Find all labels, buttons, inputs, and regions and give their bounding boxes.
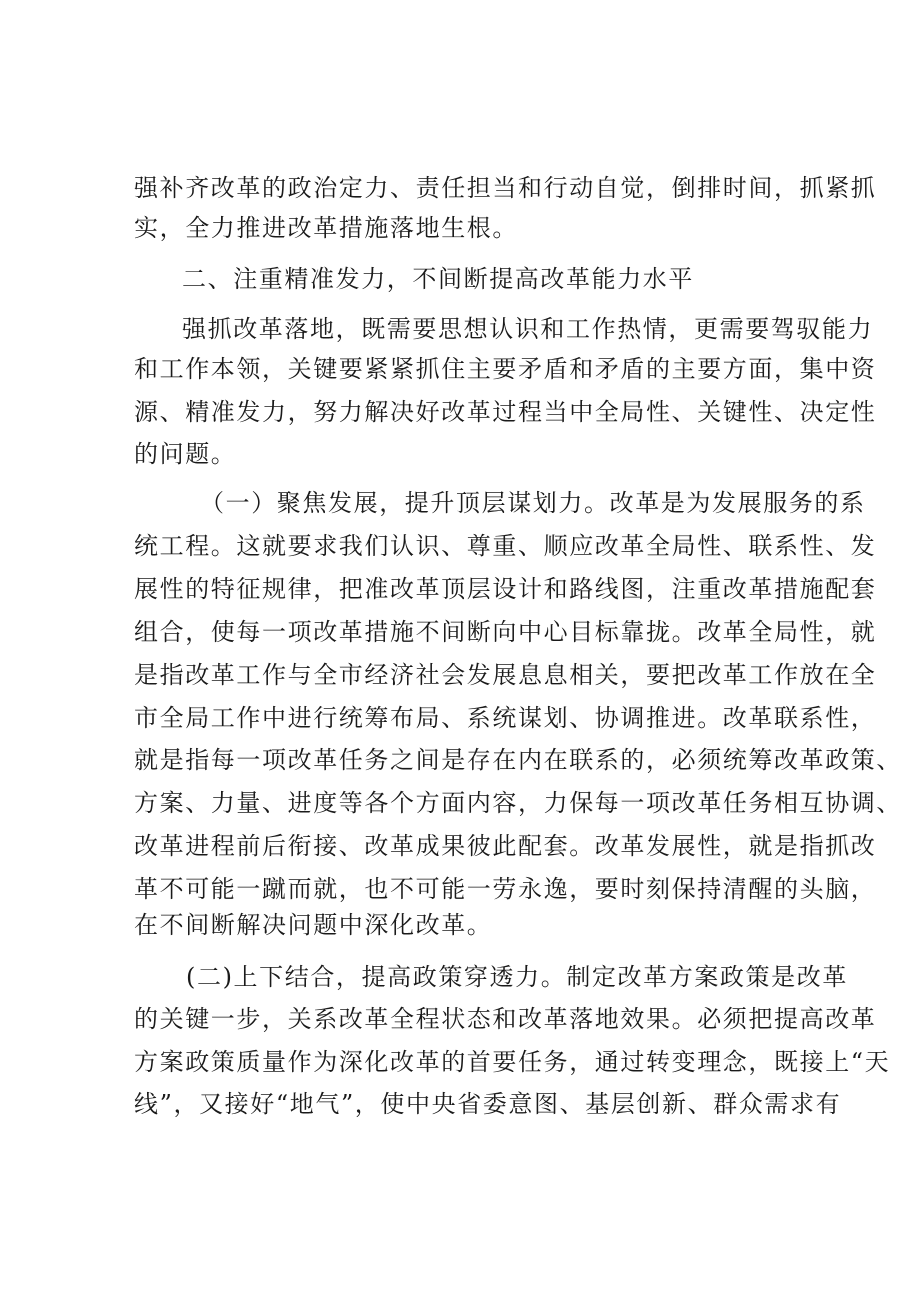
body-text-line: 在不间断解决问题中深化改革。 — [134, 911, 493, 939]
subsection-heading: （一）聚焦发展，提升顶层谋划力。改革是为发展服务的系 — [200, 489, 866, 517]
body-text-line: 和工作本领，关键要紧紧抓住主要矛盾和矛盾的主要方面，集中资 — [134, 355, 877, 383]
body-text-line: 革不可能一蹴而就，也不可能一劳永逸，要时刻保持清醒的头脑， — [134, 875, 877, 903]
body-text-line: 源、精准发力，努力解决好改革过程当中全局性、关键性、决定性 — [134, 398, 877, 426]
body-text-line: 强抓改革落地，既需要思想认识和工作热情，更需要驾驭能力 — [182, 315, 874, 343]
body-text-line: 组合，使每一项改革措施不间断向中心目标靠拢。改革全局性，就 — [134, 618, 877, 646]
body-text-line: 的问题。 — [134, 440, 237, 468]
body-text-line: 改革进程前后衔接、改革成果彼此配套。改革发展性，就是指抓改 — [134, 832, 877, 860]
body-text-line: 市全局工作中进行统筹布局、系统谋划、协调推进。改革联系性， — [134, 704, 877, 732]
body-text-line: 实，全力推进改革措施落地生根。 — [134, 214, 518, 242]
body-text-line: 的关键一步，关系改革全程状态和改革落地效果。必须把提高改革 — [134, 1005, 877, 1033]
body-text-line: 方案政策质量作为深化改革的首要任务，通过转变理念，既接上“天 — [134, 1048, 891, 1076]
body-text-line: 展性的特征规律，把准改革顶层设计和路线图，注重改革措施配套 — [134, 575, 877, 603]
body-text-line: 统工程。这就要求我们认识、尊重、顺应改革全局性、联系性、发 — [134, 532, 877, 560]
section-heading: 二、注重精准发力，不间断提高改革能力水平 — [182, 265, 694, 293]
body-text-line: 就是指每一项改革任务之间是存在内在联系的，必须统筹改革政策、 — [134, 746, 902, 774]
body-text-line: 线”，又接好“地气”，使中央省委意图、基层创新、群众需求有 — [134, 1090, 842, 1118]
body-text-line: 是指改革工作与全市经济社会发展息息相关，要把改革工作放在全 — [134, 661, 877, 689]
body-text-line: 方案、力量、进度等各个方面内容，力保每一项改革任务相互协调、 — [134, 789, 902, 817]
subsection-heading: (二)上下结合，提高政策穿透力。制定改革方案政策是改革 — [186, 963, 848, 991]
body-text-line: 强补齐改革的政治定力、责任担当和行动自觉，倒排时间，抓紧抓 — [134, 174, 877, 202]
